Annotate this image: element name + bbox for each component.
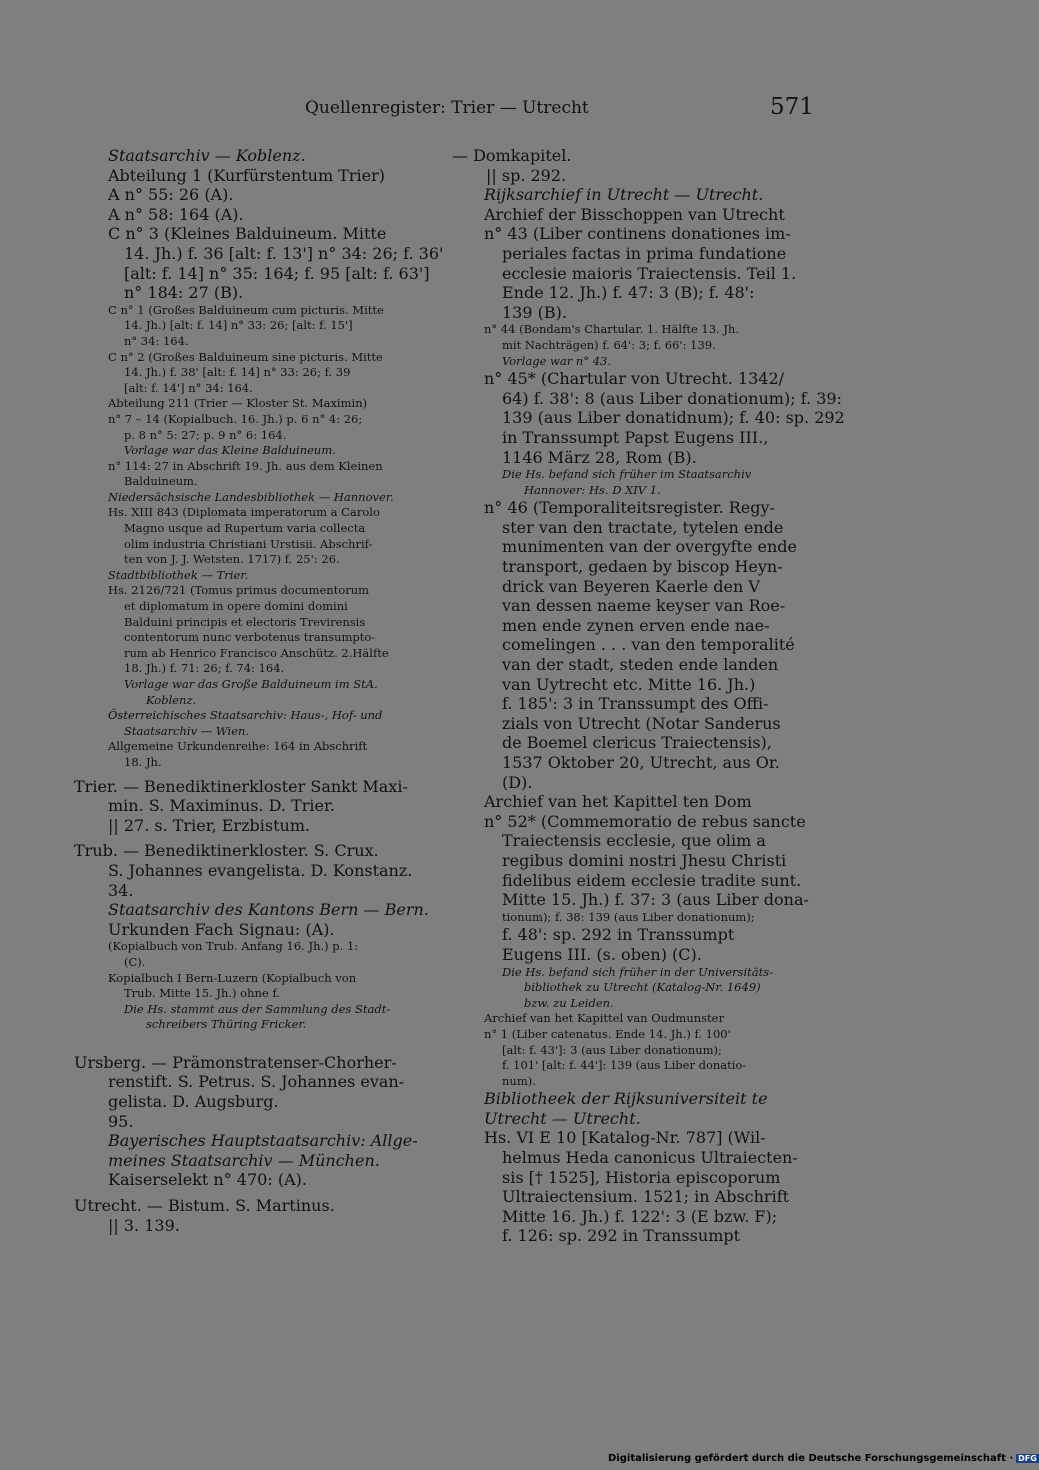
text-line: Kopialbuch I Bern-Luzern (Kopialbuch von <box>108 970 357 985</box>
text-line: Archief der Bisschoppen van Utrecht <box>484 204 785 224</box>
text-line: n° 1 (Liber catenatus. Ende 14. Jh.) f. 100' <box>484 1026 731 1041</box>
text-line: p. 8 n° 5: 27; p. 9 n° 6: 164. <box>124 427 287 442</box>
text-line: min. S. Maximinus. D. Trier. <box>108 796 335 816</box>
text-line: 1146 März 28, Rom (B). <box>502 447 697 467</box>
text-line: || 3. 139. <box>108 1215 180 1235</box>
text-line: transport, gedaen by biscop Heyn- <box>502 557 783 577</box>
text-line: Abteilung 211 (Trier — Kloster St. Maximin) <box>108 396 368 411</box>
dfg-logo: DFG <box>1018 1453 1037 1463</box>
text-line: ecclesie maioris Traiectensis. Teil 1. <box>502 263 797 283</box>
text-line: || sp. 292. <box>486 165 567 185</box>
text-line: Traiectensis ecclesie, que olim a <box>502 831 766 851</box>
page-number: 571 <box>770 94 814 120</box>
text-line: gelista. D. Augsburg. <box>108 1092 279 1112</box>
text-line: C n° 3 (Kleines Balduineum. Mitte <box>108 224 387 244</box>
text-line: drick van Beyeren Kaerle den V <box>502 576 760 596</box>
text-line: Ultraiectensium. 1521; in Abschrift <box>502 1187 790 1207</box>
text-line: S. Johannes evangelista. D. Konstanz. <box>108 860 413 880</box>
text-line: sis [† 1525], Historia episcoporum <box>502 1167 781 1187</box>
text-line: schreibers Thüring Fricker. <box>146 1017 307 1032</box>
text-line: Staatsarchiv — Koblenz. <box>108 146 306 165</box>
text-line: Bayerisches Hauptstaatsarchiv: Allge- <box>108 1131 418 1151</box>
text-line: f. 126: sp. 292 in Transsumpt <box>502 1226 741 1246</box>
spacer <box>74 1033 432 1047</box>
text-line: num). <box>502 1073 536 1088</box>
text-line: fidelibus eidem ecclesie tradite sunt. <box>502 870 802 890</box>
text-line: n° 114: 27 in Abschrift 19. Jh. aus dem Kleinen <box>108 458 383 473</box>
text-line: f. 101' [alt: f. 44']: 139 (aus Liber donatio- <box>502 1058 747 1073</box>
text-line: n° 7 – 14 (Kopialbuch. 16. Jh.) p. 6 n° 4: 26; <box>108 411 363 426</box>
text-line: contentorum nunc verbotenus transumpto- <box>124 630 376 645</box>
text-line: Staatsarchiv des Kantons Bern — Bern. <box>108 900 429 920</box>
text-line: men ende zynen erven ende nae- <box>502 615 770 635</box>
text-line: ster van den tractate, tytelen ende <box>502 517 784 537</box>
text-line: van Uytrecht etc. Mitte 16. Jh.) <box>502 674 756 694</box>
text-line: Urkunden Fach Signau: (A). <box>108 919 335 939</box>
text-line: Die Hs. stammt aus der Sammlung des Stadt- <box>124 1001 391 1016</box>
text-line: (D). <box>502 772 533 792</box>
text-line: Balduini principis et electoris Trevirensis <box>124 614 366 629</box>
text-line: Trier. — Benediktinerkloster Sankt Maxi- <box>74 776 408 796</box>
text-line: Hannover: Hs. D XIV 1. <box>524 482 661 497</box>
text-line: et diplomatum in opere domini domini <box>124 599 348 614</box>
text-line: regibus domini nostri Jhesu Christi <box>502 850 787 870</box>
text-line: n° 43 (Liber continens donationes im- <box>484 224 791 244</box>
text-line: f. 48': sp. 292 in Transsumpt <box>502 925 735 945</box>
text-line: Trub. — Benediktinerkloster. S. Crux. <box>74 841 379 861</box>
text-line: 95. <box>108 1111 134 1131</box>
text-line: A n° 58: 164 (A). <box>108 204 244 224</box>
text-line: n° 34: 164. <box>124 333 189 348</box>
text-line: C n° 1 (Großes Balduineum cum picturis. Mitte <box>108 302 384 317</box>
text-line: Balduineum. <box>124 474 198 489</box>
text-line: Magno usque ad Rupertum varia collecta <box>124 521 366 536</box>
text-line: Vorlage war n° 43. <box>502 353 611 368</box>
text-line: Koblenz. <box>146 692 197 707</box>
text-line: Niedersächsische Landesbibliothek — Hannover. <box>108 489 394 504</box>
text-line: van der stadt, steden ende landen <box>502 655 779 675</box>
text-line: (Kopialbuch von Trub. Anfang 16. Jh.) p. 1: <box>108 939 359 954</box>
text-line: tionum); f. 38: 139 (aus Liber donationum); <box>502 909 755 924</box>
text-line: 18. Jh. <box>124 754 162 769</box>
text-line: periales factas in prima fundatione <box>502 243 787 263</box>
text-line: 139 (B). <box>502 302 567 322</box>
right-column <box>452 146 845 1246</box>
text-line: [alt: f. 43']: 3 (aus Liber donationum); <box>502 1042 722 1057</box>
text-line: [alt: f. 14'] n° 34: 164. <box>124 380 253 395</box>
text-line: Hs. XIII 843 (Diplomata imperatorum a Carolo <box>108 505 380 520</box>
text-line: Utrecht — Utrecht. <box>484 1108 641 1128</box>
text-line: Archief van het Kapittel van Oudmunster <box>484 1011 724 1026</box>
text-line: Die Hs. befand sich früher im Staatsarchiv <box>502 467 752 482</box>
text-line: 14. Jh.) [alt: f. 14] n° 33: 26; [alt: f. 15'] <box>124 318 353 333</box>
text-line: Eugens III. (s. oben) (C). <box>502 944 702 964</box>
text-line: n° 44 (Bondam's Chartular. 1. Hälfte 13. Jh. <box>484 322 740 337</box>
text-line: Mitte 15. Jh.) f. 37: 3 (aus Liber dona- <box>502 890 809 910</box>
text-line: zials von Utrecht (Notar Sanderus <box>502 713 781 733</box>
text-line: Österreichisches Staatsarchiv: Haus-, Hof- und <box>108 708 383 723</box>
text-line: bzw. zu Leiden. <box>524 995 614 1010</box>
text-line: mit Nachträgen) f. 64': 3; f. 66': 139. <box>502 337 716 352</box>
text-line: bibliothek zu Utrecht (Katalog-Nr. 1649) <box>524 980 761 995</box>
text-line: Hs. VI E 10 [Katalog-Nr. 787] (Wil- <box>484 1128 766 1148</box>
text-line: rum ab Henrico Francisco Anschütz. 2.Hälfte <box>124 645 389 660</box>
text-line: n° 46 (Temporaliteitsregister. Regy- <box>484 498 775 518</box>
text-line: n° 184: 27 (B). <box>124 283 244 303</box>
funding-text: Digitalisierung gefördert durch die Deutsche Forschungsgemeinschaft · <box>608 1453 1014 1464</box>
text-line: — Domkapitel. <box>452 146 572 165</box>
text-line: 64) f. 38': 8 (aus Liber donationum); f. 39: <box>502 388 842 408</box>
text-line: munimenten van der overgyfte ende <box>502 537 798 557</box>
left-column <box>74 146 444 1235</box>
text-line: Ursberg. — Prämonstratenser-Chorher- <box>74 1052 397 1072</box>
text-line: (C). <box>124 954 146 969</box>
text-line: helmus Heda canonicus Ultraiecten- <box>502 1148 798 1168</box>
text-line: Stadtbibliothek — Trier. <box>108 567 249 582</box>
text-line: Rijksarchief in Utrecht — Utrecht. <box>484 185 764 205</box>
text-line: Vorlage war das Große Balduineum im StA. <box>124 677 378 691</box>
text-line: van dessen naeme keyser van Roe- <box>502 596 786 616</box>
text-line: in Transsumpt Papst Eugens III., <box>502 427 769 447</box>
text-line: Vorlage war das Kleine Balduineum. <box>124 443 336 458</box>
text-line: Hs. 2126/721 (Tomus primus documentorum <box>108 583 370 598</box>
text-line: Ende 12. Jh.) f. 47: 3 (B); f. 48': <box>502 283 755 303</box>
text-line: renstift. S. Petrus. S. Johannes evan- <box>108 1072 405 1092</box>
text-line: Staatsarchiv — Wien. <box>124 723 250 738</box>
running-title: Quellenregister: Trier — Utrecht <box>305 98 589 118</box>
text-line: || 27. s. Trier, Erzbistum. <box>108 815 311 835</box>
funding-note <box>608 1453 1039 1464</box>
text-line: n° 45* (Chartular von Utrecht. 1342/ <box>484 369 785 389</box>
text-line: Abteilung 1 (Kurfürstentum Trier) <box>108 165 386 185</box>
text-line: Mitte 16. Jh.) f. 122': 3 (E bzw. F); <box>502 1206 778 1226</box>
text-line: [alt: f. 14] n° 35: 164; f. 95 [alt: f. 63'] <box>124 263 430 283</box>
text-line: Bibliotheek der Rijksuniversiteit te <box>484 1089 768 1109</box>
text-line: C n° 2 (Großes Balduineum sine picturis. Mitte <box>108 349 383 364</box>
text-line: Trub. Mitte 15. Jh.) ohne f. <box>124 986 280 1001</box>
text-line: 18. Jh.) f. 71: 26; f. 74: 164. <box>124 661 285 676</box>
text-line: de Boemel clericus Traiectensis), <box>502 733 772 753</box>
text-line: 139 (aus Liber donatidnum); f. 40: sp. 292 <box>502 408 845 428</box>
text-line: n° 52* (Commemoratio de rebus sancte <box>484 811 806 831</box>
text-line: 1537 Oktober 20, Utrecht, aus Or. <box>502 753 780 772</box>
text-line: Utrecht. — Bistum. S. Martinus. <box>74 1196 335 1216</box>
text-line: olim industria Christiani Urstisii. Abschrif- <box>124 536 373 551</box>
text-line: A n° 55: 26 (A). <box>108 185 234 205</box>
text-line: 34. <box>108 880 134 900</box>
text-line: 14. Jh.) f. 36 [alt: f. 13'] n° 34: 26; f. 36' <box>124 243 444 263</box>
text-line: 14. Jh.) f. 38' [alt: f. 14] n° 33: 26; f. 39 <box>124 365 351 380</box>
text-line: Kaiserselekt n° 470: (A). <box>108 1170 307 1190</box>
text-line: Archief van het Kapittel ten Dom <box>484 792 752 812</box>
text-line: Die Hs. befand sich früher in der Universitäts- <box>502 964 774 979</box>
text-line: f. 185': 3 in Transsumpt des Offi- <box>502 694 769 714</box>
text-line: meines Staatsarchiv — München. <box>108 1150 380 1170</box>
text-line: comelingen . . . van den temporalité <box>502 635 795 655</box>
text-line: Allgemeine Urkundenreihe: 164 in Abschrift <box>108 739 368 754</box>
text-line: ten von J. J. Wetsten. 1717) f. 25': 26. <box>124 552 340 567</box>
